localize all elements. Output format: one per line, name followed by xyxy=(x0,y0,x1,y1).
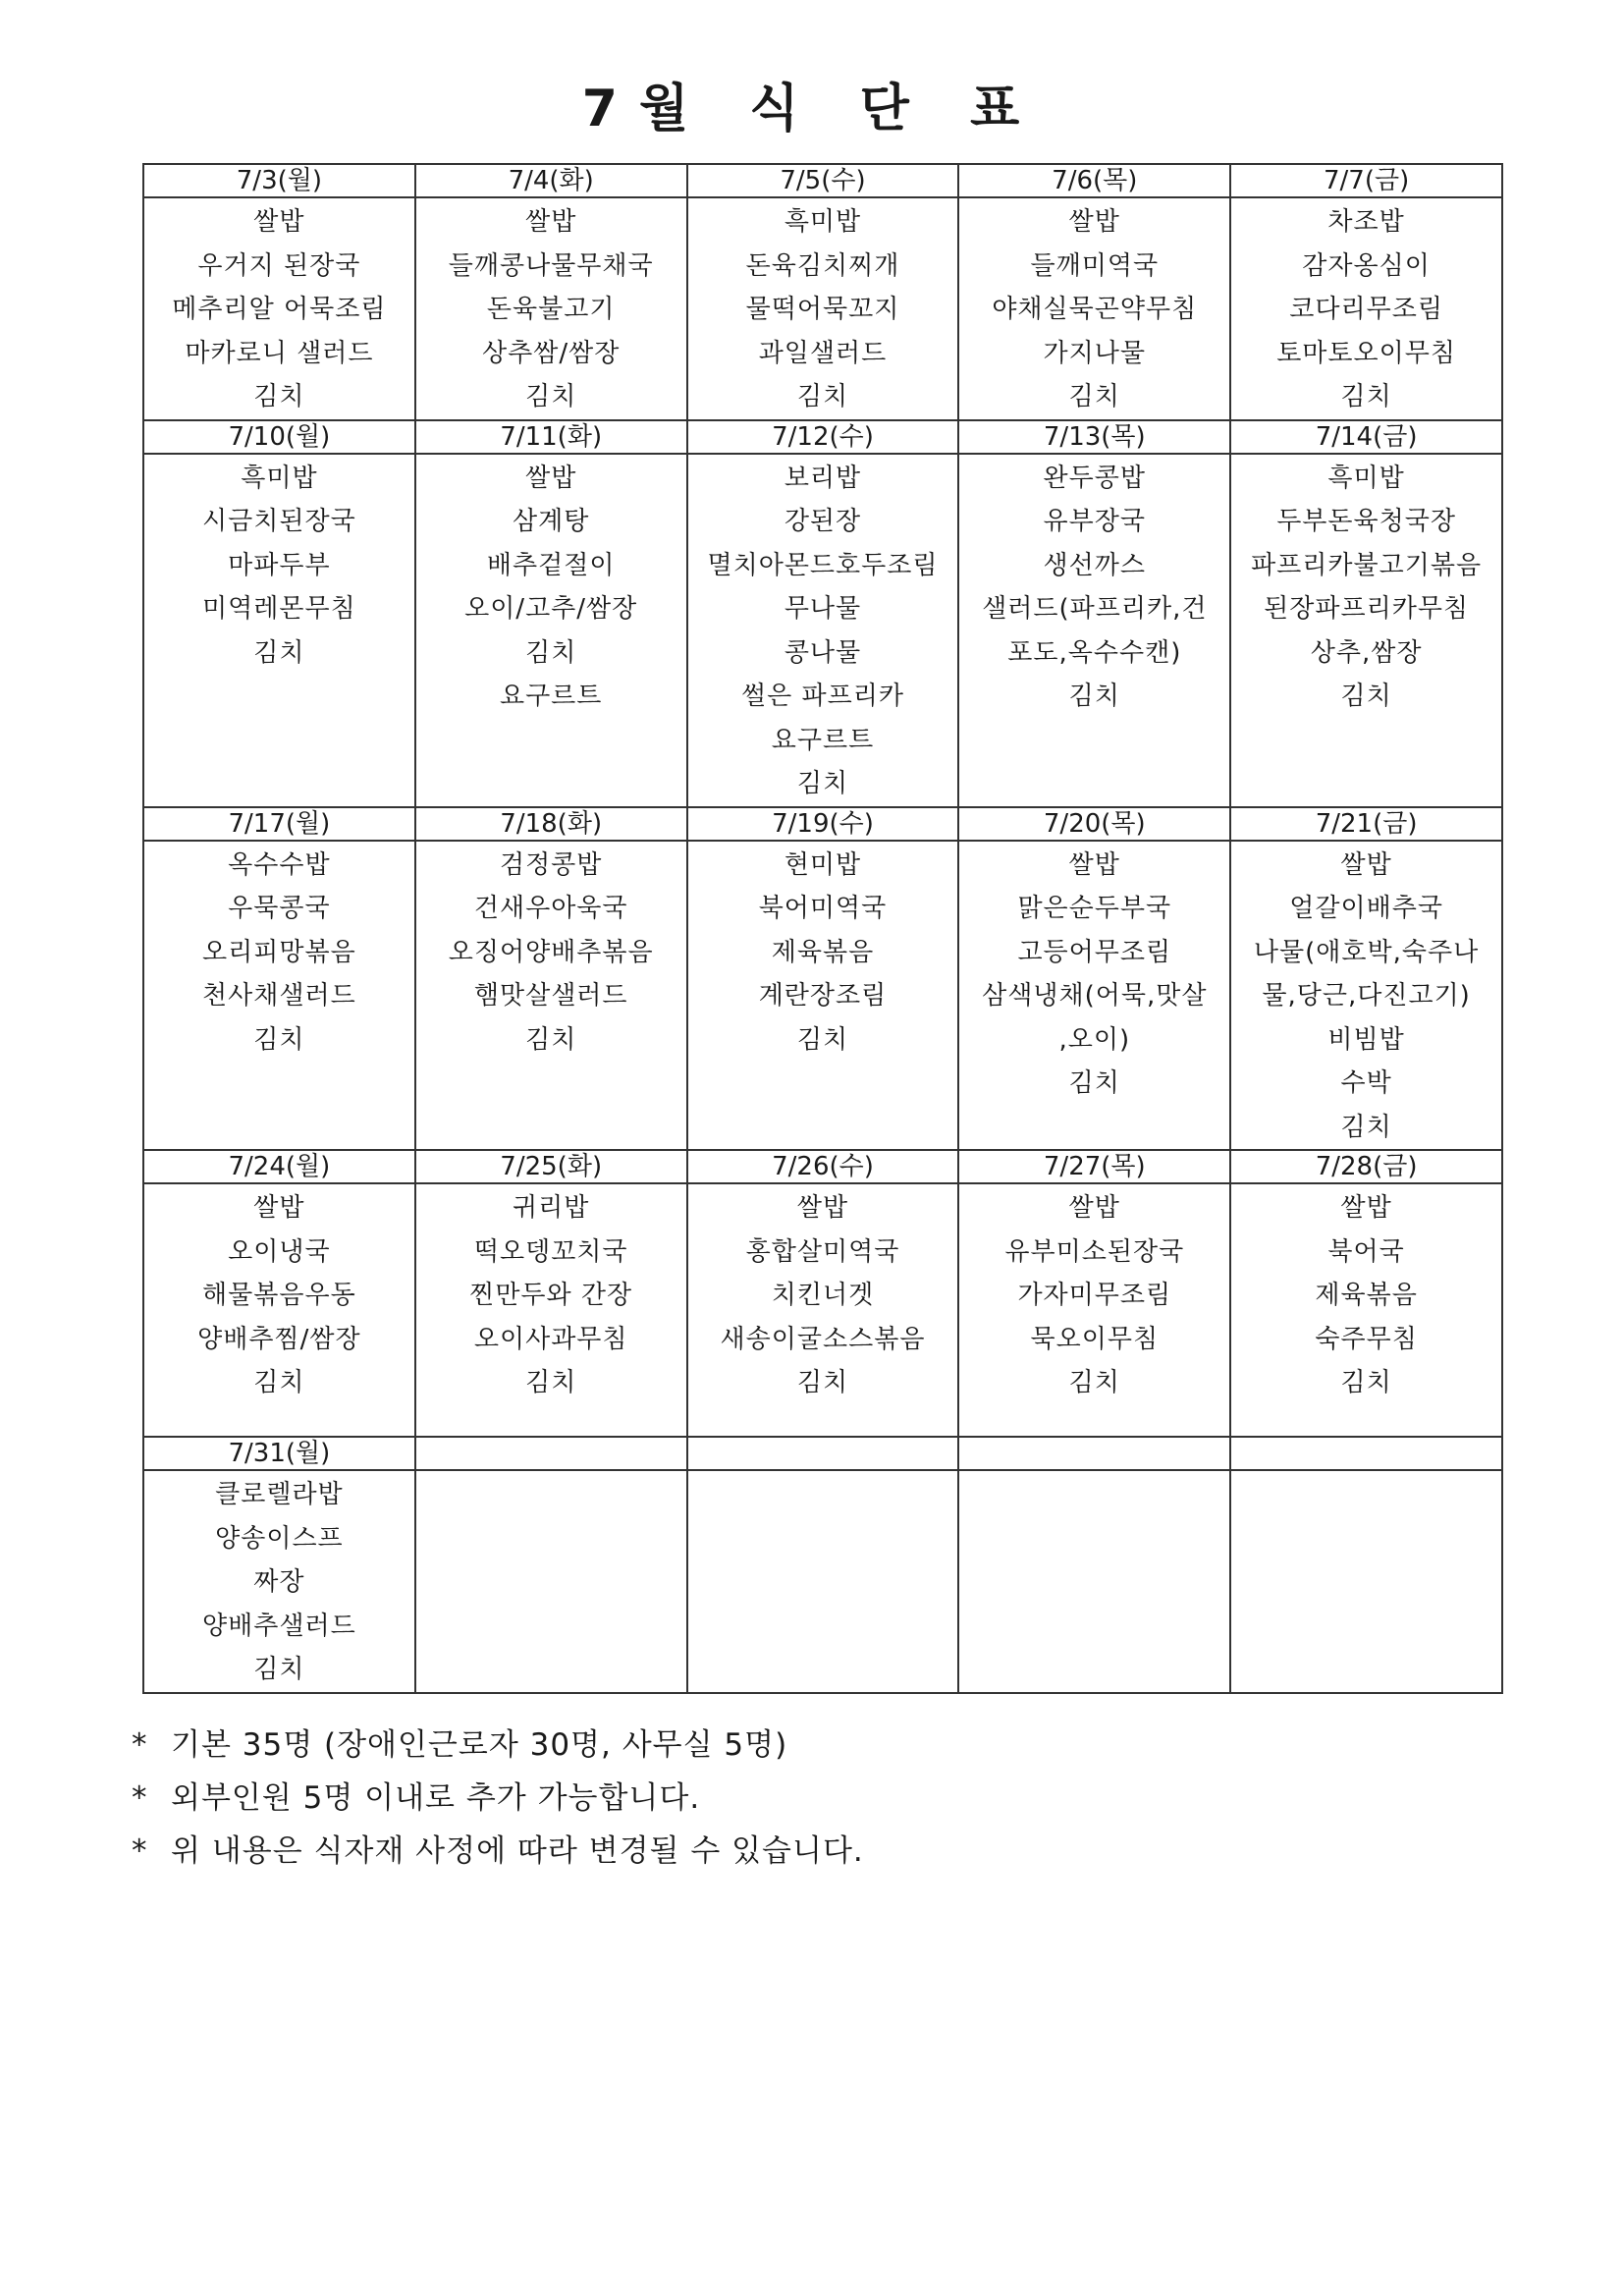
menu-item: 상추,쌈장 xyxy=(1310,637,1423,668)
date-cell: 7/5(수) xyxy=(687,164,959,197)
menu-item: 삼색냉채(어묵,맛살 xyxy=(982,981,1208,1011)
menu-item: 물,당근,다진고기) xyxy=(1262,981,1471,1011)
menu-cell xyxy=(1230,454,1502,807)
menu-cell xyxy=(687,1470,959,1693)
menu-item: 김치 xyxy=(1340,1112,1392,1142)
date-cell xyxy=(958,1437,1230,1470)
notes xyxy=(132,1719,864,1878)
date-cell: 7/31(월) xyxy=(143,1437,415,1470)
menu-item: 샐러드(파프리카,건 xyxy=(982,594,1208,624)
menu-item: 김치 xyxy=(1068,682,1120,711)
date-cell: 7/28(금) xyxy=(1230,1150,1502,1183)
menu-item: 북어국 xyxy=(1327,1236,1405,1267)
menu-item: 김치 xyxy=(1340,682,1392,711)
menu-item: 두부돈육청국장 xyxy=(1276,507,1456,536)
menu-cell xyxy=(415,454,687,807)
menu-item: 포도,옥수수캔) xyxy=(1007,637,1182,668)
menu-item: 생선까스 xyxy=(1043,550,1147,580)
menu-item: 김치 xyxy=(525,382,577,411)
menu-row xyxy=(143,841,1502,1151)
menu-item: 김치 xyxy=(1340,1368,1392,1397)
date-cell xyxy=(415,1437,687,1470)
menu-table xyxy=(142,163,1503,1694)
menu-item: 김치 xyxy=(1068,1068,1120,1098)
menu-item: 짜장 xyxy=(253,1567,305,1597)
menu-item: 우거지 된장국 xyxy=(197,250,361,281)
date-cell: 7/21(금) xyxy=(1230,807,1502,841)
menu-cell xyxy=(1230,1470,1502,1693)
menu-item: 우묵콩국 xyxy=(228,894,331,923)
menu-cell xyxy=(958,197,1230,420)
menu-item: 양배추샐러드 xyxy=(202,1611,356,1641)
menu-cell xyxy=(958,1470,1230,1693)
date-cell: 7/24(월) xyxy=(143,1150,415,1183)
date-cell: 7/25(화) xyxy=(415,1150,687,1183)
menu-item: 오이/고추/쌈장 xyxy=(464,594,638,624)
menu-item: 제육볶음 xyxy=(771,937,875,967)
menu-row xyxy=(143,1183,1502,1437)
date-cell: 7/18(화) xyxy=(415,807,687,841)
note-text: 기본 35명 (장애인근로자 30명, 사무실 5명) xyxy=(171,1727,788,1763)
date-row xyxy=(143,420,1502,454)
menu-item: 배추겉절이 xyxy=(486,550,616,580)
menu-item: 흑미밥 xyxy=(1327,463,1405,493)
menu-item: 유부미소된장국 xyxy=(1004,1236,1185,1267)
menu-item: 쌀밥 xyxy=(1068,207,1120,237)
menu-item: 수박 xyxy=(1340,1068,1392,1098)
menu-item: 요구르트 xyxy=(499,682,603,711)
date-cell: 7/14(금) xyxy=(1230,420,1502,454)
menu-item: 옥수수밥 xyxy=(228,849,331,880)
menu-item: 천사채샐러드 xyxy=(202,981,356,1011)
menu-cell xyxy=(687,454,959,807)
menu-cell xyxy=(415,197,687,420)
menu-item: 김치 xyxy=(796,1368,849,1397)
note-1 xyxy=(132,1719,864,1772)
menu-item: 김치 xyxy=(525,1368,577,1397)
menu-item: 쌀밥 xyxy=(1340,849,1392,880)
menu-item: 들깨미역국 xyxy=(1030,250,1160,281)
date-cell: 7/17(월) xyxy=(143,807,415,841)
menu-item: 멸치아몬드호두조림 xyxy=(707,550,939,580)
menu-item: 김치 xyxy=(796,1024,849,1055)
menu-cell xyxy=(1230,1183,1502,1437)
date-row xyxy=(143,164,1502,197)
menu-item: 떡오뎅꼬치국 xyxy=(473,1236,628,1267)
menu-item: 쌀밥 xyxy=(253,1193,305,1223)
menu-item: 묵오이무침 xyxy=(1030,1324,1160,1354)
menu-item: 양송이스프 xyxy=(215,1523,344,1554)
menu-item: 김치 xyxy=(253,1024,305,1055)
menu-table-body xyxy=(143,164,1502,1693)
menu-item: 새송이굴소스볶음 xyxy=(720,1324,926,1354)
date-cell: 7/10(월) xyxy=(143,420,415,454)
menu-cell xyxy=(687,197,959,420)
menu-item: 요구르트 xyxy=(771,725,875,755)
menu-item: 썰은 파프리카 xyxy=(741,682,904,711)
menu-item: 햄맛살샐러드 xyxy=(473,981,628,1011)
menu-item: 김치 xyxy=(1068,382,1120,411)
date-row xyxy=(143,1437,1502,1470)
menu-item: 얼갈이배추국 xyxy=(1289,894,1443,923)
menu-cell xyxy=(687,841,959,1151)
menu-cell xyxy=(958,841,1230,1151)
menu-item: 파프리카불고기볶음 xyxy=(1251,550,1483,580)
menu-item: 시금치된장국 xyxy=(202,507,356,536)
menu-item: 물떡어묵꼬지 xyxy=(745,295,900,324)
menu-item: 김치 xyxy=(253,382,305,411)
menu-item: 쌀밥 xyxy=(1068,849,1120,880)
menu-item: 오이냉국 xyxy=(228,1236,331,1267)
date-cell: 7/6(목) xyxy=(958,164,1230,197)
menu-item: 김치 xyxy=(525,637,577,668)
date-row xyxy=(143,807,1502,841)
menu-item: 차조밥 xyxy=(1327,207,1405,237)
menu-cell xyxy=(143,841,415,1151)
menu-item: 계란장조림 xyxy=(758,981,888,1011)
menu-item: 코다리무조림 xyxy=(1289,295,1443,324)
menu-item: 홍합살미역국 xyxy=(745,1236,900,1267)
date-row xyxy=(143,1150,1502,1183)
menu-item: 상추쌈/쌈장 xyxy=(482,338,621,368)
menu-item: 무나물 xyxy=(784,594,862,624)
menu-item: 김치 xyxy=(1068,1368,1120,1397)
menu-cell xyxy=(687,1183,959,1437)
note-3 xyxy=(132,1825,864,1878)
menu-cell xyxy=(415,1183,687,1437)
note-2 xyxy=(132,1772,864,1825)
menu-item: 쌀밥 xyxy=(1068,1193,1120,1223)
date-cell: 7/20(목) xyxy=(958,807,1230,841)
menu-item: 김치 xyxy=(525,1024,577,1055)
menu-item: 흑미밥 xyxy=(241,463,318,493)
page-title: 7월 식 단 표 xyxy=(581,80,1042,138)
menu-item: 맑은순두부국 xyxy=(1017,894,1172,923)
menu-item: 과일샐러드 xyxy=(758,338,888,368)
menu-item: 찐만두와 간장 xyxy=(469,1281,633,1310)
menu-item: ,오이) xyxy=(1058,1024,1131,1055)
menu-item: 제육볶음 xyxy=(1315,1281,1418,1310)
note-text: 외부인원 5명 이내로 추가 가능합니다. xyxy=(171,1780,701,1816)
menu-item: 쌀밥 xyxy=(1340,1193,1392,1223)
menu-row xyxy=(143,1470,1502,1693)
menu-item: 오징어양배추볶음 xyxy=(448,937,654,967)
menu-item: 김치 xyxy=(1340,382,1392,411)
menu-item: 미역레몬무침 xyxy=(202,594,356,624)
menu-row xyxy=(143,454,1502,807)
menu-item: 양배추찜/쌈장 xyxy=(197,1324,361,1354)
menu-row xyxy=(143,197,1502,420)
menu-cell xyxy=(415,1470,687,1693)
date-cell: 7/13(목) xyxy=(958,420,1230,454)
menu-cell xyxy=(143,1470,415,1693)
menu-cell xyxy=(958,1183,1230,1437)
menu-item: 쌀밥 xyxy=(796,1193,849,1223)
date-cell: 7/12(수) xyxy=(687,420,959,454)
menu-item: 돈육불고기 xyxy=(486,295,616,324)
menu-item: 삼계탕 xyxy=(513,507,590,536)
menu-item: 고등어무조림 xyxy=(1017,937,1172,967)
menu-item: 김치 xyxy=(253,1368,305,1397)
date-cell xyxy=(687,1437,959,1470)
menu-cell xyxy=(143,197,415,420)
menu-cell xyxy=(143,454,415,807)
date-cell: 7/7(금) xyxy=(1230,164,1502,197)
menu-item: 김치 xyxy=(796,382,849,411)
date-cell xyxy=(1230,1437,1502,1470)
note-marker: * xyxy=(132,1833,148,1869)
menu-item: 북어미역국 xyxy=(758,894,888,923)
menu-item: 가자미무조림 xyxy=(1017,1281,1172,1310)
menu-item: 치킨너겟 xyxy=(771,1281,875,1310)
menu-item: 쌀밥 xyxy=(525,207,577,237)
menu-item: 마카로니 샐러드 xyxy=(185,338,374,368)
date-cell: 7/3(월) xyxy=(143,164,415,197)
menu-item: 메추리알 어묵조림 xyxy=(172,295,387,324)
menu-item: 돈육김치찌개 xyxy=(745,250,900,281)
menu-item: 숙주무침 xyxy=(1315,1324,1418,1354)
menu-cell xyxy=(958,454,1230,807)
menu-item: 나물(애호박,숙주나 xyxy=(1253,937,1480,967)
menu-cell xyxy=(1230,841,1502,1151)
date-cell: 7/26(수) xyxy=(687,1150,959,1183)
menu-item: 가지나물 xyxy=(1043,338,1147,368)
menu-item: 토마토오이무침 xyxy=(1276,338,1456,368)
menu-cell xyxy=(143,1183,415,1437)
date-cell: 7/11(화) xyxy=(415,420,687,454)
menu-item: 마파두부 xyxy=(228,550,331,580)
menu-item: 김치 xyxy=(253,1655,305,1684)
note-text: 위 내용은 식자재 사정에 따라 변경될 수 있습니다. xyxy=(171,1833,864,1869)
menu-item: 흑미밥 xyxy=(784,207,862,237)
menu-item: 들깨콩나물무채국 xyxy=(448,250,654,281)
menu-item: 김치 xyxy=(796,769,849,798)
menu-cell xyxy=(1230,197,1502,420)
menu-item: 김치 xyxy=(253,637,305,668)
menu-cell xyxy=(415,841,687,1151)
date-cell: 7/4(화) xyxy=(415,164,687,197)
menu-item: 유부장국 xyxy=(1043,507,1147,536)
menu-item: 검정콩밥 xyxy=(499,849,603,880)
menu-item: 완두콩밥 xyxy=(1043,463,1147,493)
menu-item: 클로렐라밥 xyxy=(215,1480,344,1509)
menu-item: 오이사과무침 xyxy=(473,1324,628,1354)
menu-item: 보리밥 xyxy=(784,463,862,493)
menu-item: 쌀밥 xyxy=(253,207,305,237)
menu-item: 해물볶음우동 xyxy=(202,1281,356,1310)
menu-item: 감자옹심이 xyxy=(1302,250,1431,281)
menu-item: 건새우아욱국 xyxy=(473,894,628,923)
date-cell: 7/27(목) xyxy=(958,1150,1230,1183)
date-cell: 7/19(수) xyxy=(687,807,959,841)
menu-item: 비빔밥 xyxy=(1327,1024,1405,1055)
menu-item: 오리피망볶음 xyxy=(202,937,356,967)
note-marker: * xyxy=(132,1727,148,1763)
menu-item: 현미밥 xyxy=(784,849,862,880)
menu-item: 쌀밥 xyxy=(525,463,577,493)
menu-item: 야채실묵곤약무침 xyxy=(992,295,1198,324)
menu-item: 귀리밥 xyxy=(513,1193,590,1223)
menu-item: 콩나물 xyxy=(784,637,862,668)
menu-item: 된장파프리카무침 xyxy=(1264,594,1470,624)
menu-item: 강된장 xyxy=(784,507,862,536)
note-marker: * xyxy=(132,1780,148,1816)
